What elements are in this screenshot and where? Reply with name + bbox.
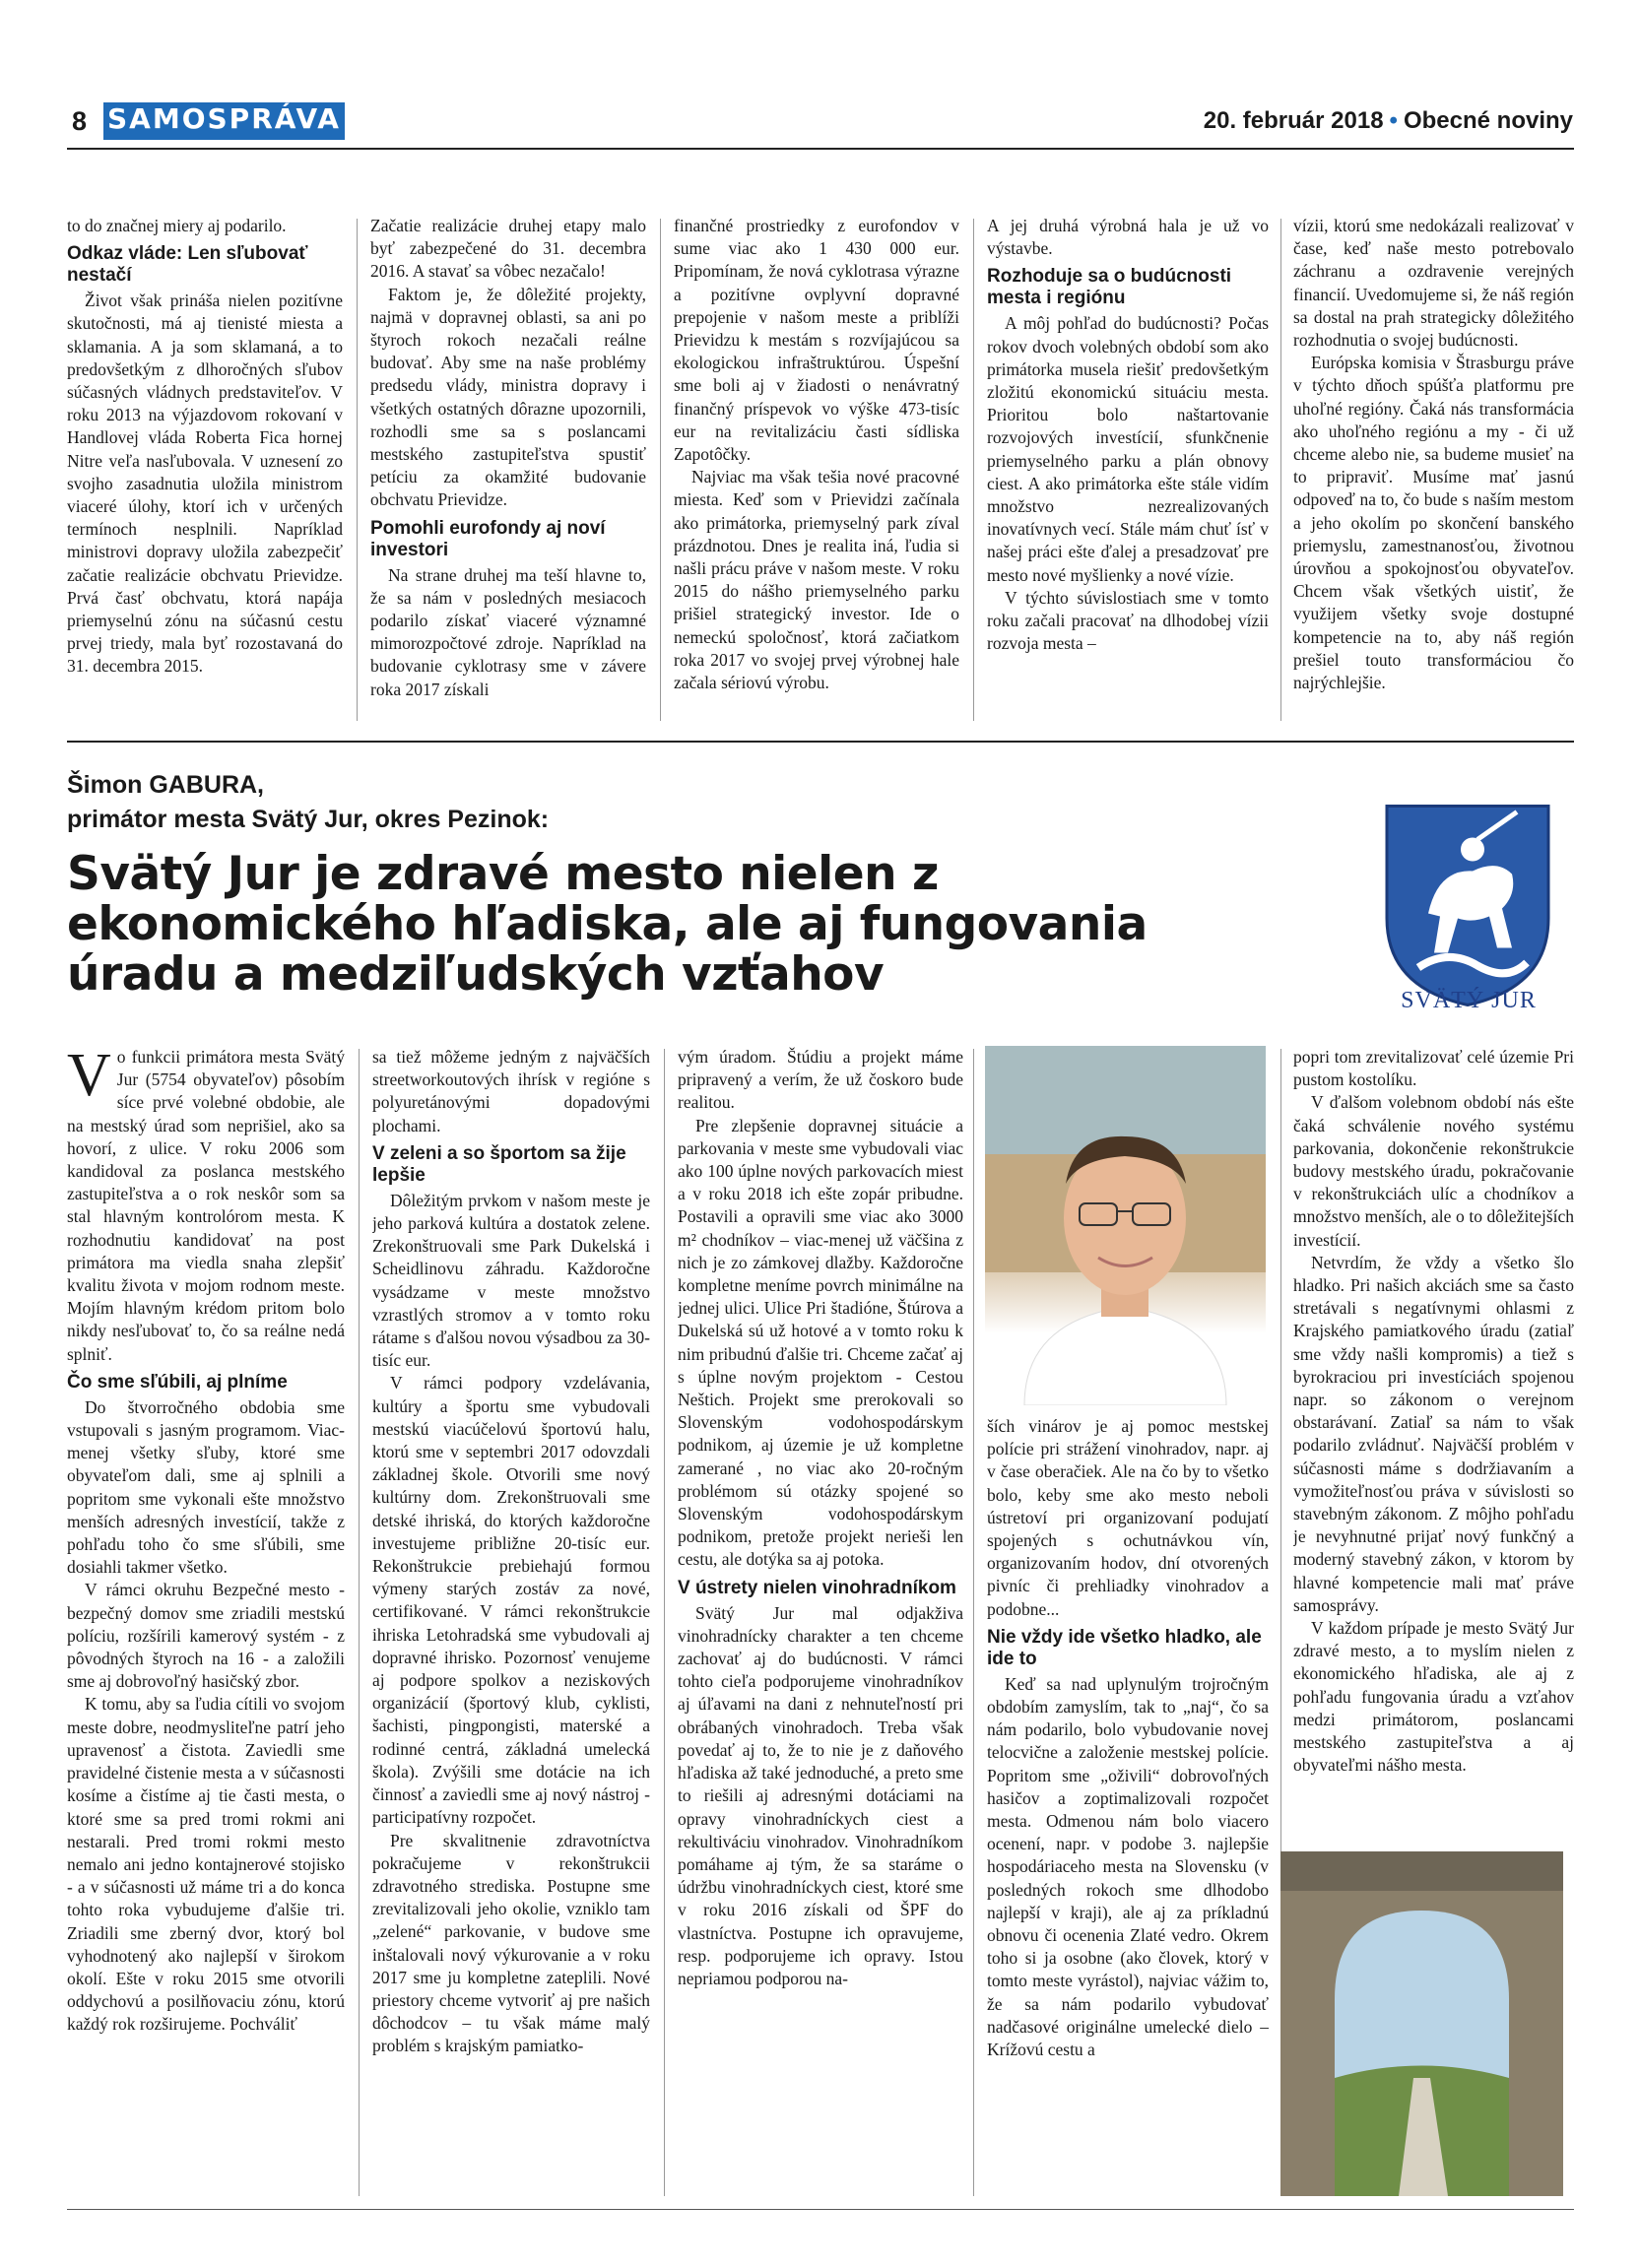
paragraph: to do značnej miery aj podarilo. (67, 216, 287, 235)
paragraph: A môj pohľad do budúcnosti? Počas rokov dvoch volebných období som ako primátorka musela riešiť predovšetkým zložitú ekonomickú situáciu mesta. Prioritou bolo naštartovanie rozvojových investícií, sfunkčnenie priemyselného parku a plán obnovy ciest. A ako primátorka ešte stále vidím množstvo nezrealizovaných inovatívnych vecí. Stále mám chuť ísť v našej práci ešte ďalej a presadzovať pre mesto nové myšlienky a nové vízie. (987, 313, 1269, 585)
subheading: Rozhoduje sa o budúcnosti mesta i regiónu (987, 266, 1232, 309)
subheading: Nie vždy ide všetko hladko, ale ide to (987, 1626, 1262, 1669)
footer-rule (67, 2209, 1574, 2210)
paragraph: o funkcii primátora mesta Svätý Jur (5754 obyvateľov) pôsobím síce prvé volebné obdobie, ale na mestský úrad som neprišiel, ako sa hovorí, z ulice. V roku 2006 som kandidoval za poslanca mestského zastupiteľstva a o rok neskôr som sa stal hlavným kontrolórom mesta. K rozhodnutiu kandidovať na post primátora ma viedla snaha zlepšiť kvalitu života v mojom rodnom meste. Mojím hlavným krédom pritom bolo nikdy nesľubovať to, čo sa reálne nedá splniť. (67, 1047, 345, 1364)
paragraph: V ďalšom volebnom období nás ešte čaká schválenie nového systému parkovania, dokončenie rekonštrukcie budovy mestského úradu, pokračovanie v rekonštrukciách ulíc a chodníkov a množstvo menších, ale o to dôležitejších investícií. (1293, 1092, 1574, 1250)
main-column-3 (678, 1046, 963, 2198)
paragraph: V každom prípade je mesto Svätý Jur zdravé mesto, a to myslím nielen z ekonomického hľadiska, ale aj z pohľadu fungovania úradu a vzťahov medzi primátorom, poslancami mestského zastupiteľstva a aj obyvateľmi nášho mesta. (1293, 1618, 1574, 1776)
main-column-4 (987, 1415, 1269, 2198)
main-column-1 (67, 1046, 345, 2198)
paragraph: Na strane druhej ma teší hlavne to, že sa nám v posledných mesiacoch podarilo získať viaceré významné mimorozpočtové zdroje. Napríklad na budovanie cyklotrasy sme v závere roka 2017 získali (370, 564, 646, 699)
byline-name: Šimon GABURA, (67, 771, 264, 799)
paragraph: ších vinárov je aj pomoc mestskej polície pri strážení vinohradov, napr. aj v čase oberačiek. Ale na čo by to všetko bolo, keby sme ako mesto neboli ústretoví pri organizovaní podujatí spojených s ochutnávkou vín, organizovaním hodov, dní otvorených pivníc či prehliadky vinohradov a podobne... (987, 1416, 1269, 1619)
paragraph: V rámci podpory vzdelávania, kultúry a športu sme vybudovali mestskú viacúčelovú športovú halu, ktorú sme v septembri 2017 odovzdali základnej škole. Otvorili sme nový kultúrny dom. Zrekonštruovali sme detské ihriská, do ktorých každoročne investujeme približne 20-tisíc eur. Rekonštrukcie prebiehajú formou výmeny starých zostáv za nové, certifikované. V rámci rekonštrukcie ihriska Letohradská sme vybudovali aj dopravné ihrisko. Pozornosť venujeme aj podpore spolkov a neziskových organizácií (športový klub, cyklisti, šachisti, pingpongisti, materské a rodinné centrá, základná umelecká škola). Zvýšili sme dotácie na ich činnosť a zaviedli sme aj nový nástroj - participatívny rozpočet. (372, 1373, 650, 1828)
top-column-4 (987, 215, 1269, 723)
subheading: Pomohli eurofondy aj noví investori (370, 517, 606, 560)
paragraph: Keď sa nad uplynulým trojročným obdobím zamyslím, tak to „naj“, čo sa nám podarilo, bolo vybudovanie novej telocvične a založenie mestskej polície. Popritom sme „oživili“ dobrovoľných hasičov a zoptimalizovali rozpočet mesta. Odmenou nám bolo viacero ocenení, napr. v podobe 3. najlepšie hospodáriaceho mesta na Slovensku (v posledných rokoch sme dlhodobo najlepší v kraji), ale aj za príkladnú obnovu či ocenenia Zlaté vedro. Okrem toho si ja osobne (ako človek, ktorý v tomto meste vyrástol), najviac vážim to, že sa nám podarilo vybudovať nadčasové originálne umelecké dielo – Krížovú cestu a (987, 1673, 1269, 2060)
column-divider (359, 1049, 360, 2196)
column-divider (357, 219, 358, 721)
paragraph: Najviac ma však tešia nové pracovné miesta. Keď som v Prievidzi začínala ako primátorka, priemyselný park zíval prázdnotou. Dnes je realita iná, ľudia si našli prácu práve v našom meste. V roku 2015 do nášho priemyselného parku prišiel strategický investor. Ide o nemeckú spoločnosť, ktorá začiatkom roka 2017 vo svojej prvej výrobnej hale začala sériovú výrobu. (674, 467, 959, 693)
town-gate-photo (1280, 1851, 1563, 2196)
paragraph: Do štvorročného obdobia sme vstupovali s jasným programom. Viac-menej všetky sľuby, ktoré sme obyvateľom dali, sme aj splnili a popritom sme vykonali ešte množstvo menších adresných investícií, takže z pohľadu toho čo sme sľúbili, sme dosiahli takmer všetko. (67, 1396, 345, 1578)
paragraph: sa tiež môžeme jedným z najväčších streetworkoutových ihrísk v regióne s polyuretánovými dopadovými plochami. (372, 1047, 650, 1135)
page-number: 8 (72, 106, 88, 136)
paragraph: vízii, ktorú sme nedokázali realizovať v čase, keď naše mesto potrebovalo záchranu a ozdravenie verejných financií. Uvedomujeme si, že náš región sa dostal na prah strategicky dôležitého rozhodnutia o svojej budúcnosti. (1293, 216, 1574, 351)
paragraph: Život však prináša nielen pozitívne skutočnosti, má aj tienisté miesta a sklamania. A ja som sklamaná, a to predovšetkým z dlhoročných sľubov súčasných vládnych predstaviteľov. V roku 2013 na výjazdovom rokovaní v Handlovej vláda Roberta Fica hornej Nitre veľa nasľubovala. V uznesení zo svojho zasadnutia uložila ministrom viaceré úlohy, ktorí ich v určených termínoch nesplnili. Napríklad ministrovi dopravy uložila zabezpečiť začatie realizácie obchvatu Prievidze. Prvá časť obchvatu, ktorá napája priemyselnú zónu na súčasnú cestu prvej triedy, mala byť rozostavaná do 31. decembra 2015. (67, 291, 343, 677)
separator-dot: • (1389, 107, 1398, 134)
paragraph: Začatie realizácie druhej etapy malo byť zabezpečené do 31. decembra 2016. A stavať sa vôbec nezačalo! (370, 216, 646, 282)
article-divider (67, 741, 1574, 743)
paragraph: Pre skvalitnenie zdravotníctva pokračujeme v rekonštrukcii zdravotného strediska. Postupne sme zrevitalizovali jeho okolie, vzniklo tam „zelené“ parkovanie, v budove sme inštalovali nový výkurovanie a v roku 2017 sme ju kompletne zateplili. Nové priestory chceme vytvoriť aj pre našich dôchodcov – tu však máme malý problém s krajským pamiatko- (372, 1830, 650, 2056)
headline: Svätý Jur je zdravé mesto nielen z ekonomického hľadiska, ale aj fungovania úradu a medziľudských vzťahov (67, 847, 1148, 1002)
main-column-2 (372, 1046, 650, 2198)
paragraph: popri tom zrevitalizovať celé územie Pri pustom kostolíku. (1293, 1047, 1574, 1090)
crest-label: SVÄTÝ JUR (1401, 988, 1537, 1013)
paragraph: V týchto súvislostiach sme v tomto roku začali pracovať na dlhodobej vízii rozvoja mesta – (987, 587, 1269, 654)
paragraph: K tomu, aby sa ľudia cítili vo svojom meste dobre, neodmysliteľne patrí jeho upravenosť a čistota. Zaviedli sme pravidelné čistenie mesta a v súčasnosti kosíme a čistíme aj tie časti mesta, o ktoré sme sa pred tromi rokmi ani nestarali. Pred tromi rokmi mesto nemalo ani jedno kontajnerové stojisko - a v súčasnosti už máme tri a do konca tohto roka vybudujeme ďalšie tri. Zriadili sme zberný dvor, ktorý bol vyhodnotený ako najlepší v širokom okolí. Ešte v roku 2015 sme otvorili oddychovú a posilňovaciu zónu, ktorú každý rok rozširujeme. Pochváliť (67, 1694, 345, 2035)
portrait-illustration (985, 1046, 1266, 1405)
paragraph: A jej druhá výrobná hala je už vo výstavbe. (987, 216, 1269, 259)
paragraph: vým úradom. Štúdiu a projekt máme pripravený a verím, že už čoskoro bude realitou. (678, 1047, 963, 1113)
subheading: Odkaz vláde: Len sľubovať nestačí (67, 243, 308, 287)
header-rule (67, 148, 1574, 150)
subheading: V ústrety nielen vinohradníkom (678, 1577, 956, 1598)
top-column-3 (674, 215, 959, 723)
issue-info (1204, 107, 1573, 135)
issue-date: 20. február 2018 (1203, 107, 1384, 134)
byline-role: primátor mesta Svätý Jur, okres Pezinok: (67, 806, 550, 833)
drop-cap: V (67, 1046, 111, 1109)
top-column-5 (1293, 215, 1574, 723)
paragraph: Netvrdím, že vždy a všetko šlo hladko. Pri našich akciách sme sa často stretávali s negatívnymi ohlasmi z Krajského pamiatkového úradu (zatiaľ sme vždy našli kompromis) a tiež s byrokraciou pri investíciách spojenou napr. so zákonom o verejnom obstarávaní. Zatiaľ sa nám to však podarilo zvládnuť. Najväčší problém v súčasnosti máme s dodržiavaním a vymožiteľnosťou práva v súvislosti so stavebným zákonom. Z môjho pohľadu je nevyhnutné prijať nový funkčný a moderný stavebný zákon, v ktorom by hlavné kompetencie mali mať práve samosprávy. (1293, 1252, 1574, 1615)
paragraph: finančné prostriedky z eurofondov v sume viac ako 1 430 000 eur. Pripomínam, že nová cyklotrasa výrazne a pozitívne ovplyvní dopravné prepojenie v našom meste a priblíži Prievidzu k mestám s rozvíjajúcou sa ekologickou infraštruktúrou. Úspešní sme boli aj v žiadosti o nenávratný finančný príspevok vo výške 473-tisíc eur na revitalizáciu časti sídliska Zapotôčky. (674, 216, 959, 465)
paragraph: Faktom je, že dôležité projekty, najmä v dopravnej oblasti, sa ani po štyroch rokoch nezačali reálne budovať. Aby sme na naše problémy predsedu vlády, ministra dopravy i všetkých ostatných dôrazne upozornili, rozhodli sme sa s poslancami mestského zastupiteľstva spustiť petíciu za okamžité budovanie obchvatu Prievidze. (370, 284, 646, 510)
paragraph: Svätý Jur mal odjakživa vinohradnícky charakter a ten chceme zachovať aj do budúcnosti. V rámci tohto cieľa podporujeme vinohradníkov aj úľavami na dani z nehnuteľností pri obrábaných vinohradoch. Treba však povedať aj to, že to nie je z daňového hľadiska až také jednoduché, a preto sme to riešili aj adresnými dotáciami na opravy vinohradníckych ciest a rekultiváciu vinohradov. Vinohradníkom pomáhame aj tým, že sa staráme o údržbu vinohradníckych ciest, ktoré sme v roku 2016 získali od ŠPF do vlastníctva. Postupne ich opravujeme, resp. podporujeme ich opravy. Istou nepriamou podporou na- (678, 1602, 963, 1988)
column-divider (973, 219, 974, 721)
subheading: V zeleni a so športom sa žije lepšie (372, 1142, 626, 1186)
subheading: Čo sme sľúbili, aj plníme (67, 1371, 288, 1393)
paper-name: Obecné noviny (1403, 107, 1573, 134)
paragraph: Európska komisia v Štrasburgu práve v týchto dňoch spúšťa platformu pre uhoľné regióny. Čaká nás transformácia ako uhoľného regiónu a my - či už chceme alebo nie, sa budeme musieť na to pripraviť. Musíme mať jasnú odpoveď na to, čo bude s naším mestom a jeho okolím po skončení banského priemyslu, zamestnanosťou, životnou úrovňou a spokojnosťou obyvateľov. Chcem však všetkých uistiť, že využijem všetky svoje dostupné kompetencie na to, aby náš región prešiel touto transformáciou čo najrýchlejšie. (1293, 353, 1574, 693)
main-column-5 (1293, 1046, 1574, 1844)
top-column-2 (370, 215, 646, 723)
mayor-portrait-photo (985, 1046, 1266, 1405)
section-label: SAMOSPRÁVA (103, 102, 345, 140)
column-divider (973, 1049, 974, 2196)
top-column-1 (67, 215, 343, 723)
column-divider (1280, 219, 1281, 721)
paragraph: Dôležitým prvkom v našom meste je jeho parková kultúra a dostatok zelene. Zrekonštruovali sme Park Dukelská i Scheidlinovu záhradu. Každoročne vysádzame v meste množstvo vzrastlých stromov a v tomto roku rátame s ďalšou novou výsadbou za 30-tisíc eur. (372, 1190, 650, 1371)
gate-illustration (1280, 1851, 1563, 2196)
column-divider (664, 1049, 665, 2196)
paragraph: V rámci okruhu Bezpečné mesto - bezpečný domov sme zriadili mestskú políciu, rozšírili kamerový systém - z pôvodných štyroch na 16 - a založili sme aj dobrovoľný hasičský zbor. (67, 1580, 345, 1692)
paragraph: Pre zlepšenie dopravnej situácie a parkovania v meste sme vybudovali viac ako 100 úplne nových parkovacích miest a v roku 2018 ich ešte zopár pribudne. Postavili a opravili sme viac ako 3000 m² chodníkov – viac-menej už väčšina z nich je zo zámkovej dlažby. Každoročne kompletne meníme povrch minimálne na jednej ulici. Ulice Pri štadióne, Štúrova a Dukelská sú už hotové a v tomto roku k nim pribudnú ďalšie tri. Chceme začať aj s úplne novým projektom - Cestou Neštich. Projekt sme prerokovali so Slovenským vodohospodárskym podnikom, aj územie je už kompletne zamerané , no viac ako 20-ročným problémom sú otázky spojené so Slovenským vodohospodárskym podnikom, pretože projekt nerieši len cestu, ale dotýka sa aj potoka. (678, 1115, 963, 1570)
column-divider (660, 219, 661, 721)
